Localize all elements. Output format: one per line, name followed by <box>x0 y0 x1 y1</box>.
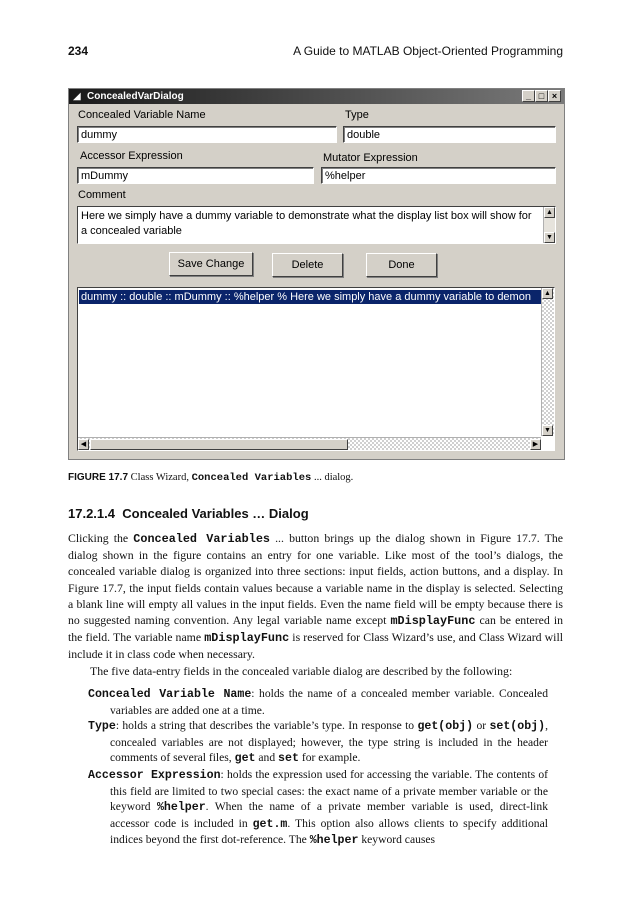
list-item[interactable]: dummy :: double :: mDummy :: %helper % Here we simply have a dummy variable to demon <box>79 290 541 304</box>
comment-scrollbar[interactable] <box>543 207 555 243</box>
paragraph: Clicking the Concealed Variables ... button brings up the dialog shown in Figure 17.7. The dialog shown in the figure contains an entry for one variable. Like most of the tool’s dialogs, the concealed variable dialog is organized into three sections: input fields, action buttons, and a display. In Figure 17.7, the input fields contain values because a variable name in the display is selected. Selecting a blank line will empty all values in the input fields. Even the name field will be empty because there is no suggested naming convention. Any legal variable name except mDisplayFunc can be entered in the field. The variable name mDisplayFunc is reserved for Class Wizard’s use, and Class Wizard will include it in class code when necessary. <box>68 531 564 662</box>
scroll-left-icon[interactable]: ◀ <box>78 439 89 450</box>
comment-field[interactable] <box>77 206 556 244</box>
section-heading <box>68 506 309 521</box>
dialog-title: ConcealedVarDialog <box>87 91 184 102</box>
list-vscrollbar[interactable] <box>541 288 554 436</box>
minimize-button[interactable]: _ <box>522 90 535 102</box>
figure-caption <box>68 472 353 484</box>
scroll-up-icon[interactable]: ▲ <box>542 288 553 299</box>
name-label: Concealed Variable Name <box>78 109 206 121</box>
accessor-field[interactable]: mDummy <box>77 167 314 184</box>
delete-button[interactable]: Delete <box>272 253 343 277</box>
variable-list[interactable] <box>77 287 555 451</box>
mutator-label: Mutator Expression <box>323 152 418 164</box>
comment-text: Here we simply have a dummy variable to demonstrate what the display list box will show for a concealed variable <box>81 210 532 237</box>
caption-text: Class Wizard, <box>130 472 189 483</box>
scroll-down-icon[interactable]: ▼ <box>542 425 553 436</box>
scroll-up-icon[interactable]: ▲ <box>544 207 555 218</box>
page-number: 234 <box>68 44 89 58</box>
body-text <box>68 530 563 679</box>
page-header <box>68 44 563 60</box>
concealed-var-dialog <box>68 88 565 460</box>
save-change-button[interactable]: Save Change <box>169 252 253 276</box>
caption-text-end: ... dialog. <box>313 472 354 483</box>
accessor-label: Accessor Expression <box>80 150 183 162</box>
definition-item: Concealed Variable Name: holds the name of a concealed member variable. Concealed variables are added one at a time. <box>88 687 548 717</box>
mutator-field[interactable]: %helper <box>321 167 556 184</box>
section-number: 17.2.1.4 <box>68 506 115 521</box>
caption-code: Concealed Variables <box>191 472 312 484</box>
close-button[interactable]: × <box>548 90 561 102</box>
type-field[interactable]: double <box>343 126 556 143</box>
paragraph: The five data-entry fields in the concealed variable dialog are described by the following: <box>90 663 513 678</box>
figure-label: FIGURE 17.7 <box>68 472 129 483</box>
type-label: Type <box>345 109 369 121</box>
maximize-button[interactable]: □ <box>535 90 548 102</box>
name-field[interactable]: dummy <box>77 126 337 143</box>
done-button[interactable]: Done <box>366 253 437 277</box>
title-bar[interactable] <box>69 89 564 104</box>
scroll-right-icon[interactable]: ▶ <box>530 439 541 450</box>
definition-list <box>88 686 548 849</box>
scroll-down-icon[interactable]: ▼ <box>544 232 555 243</box>
running-title: A Guide to MATLAB Object-Oriented Programming <box>293 44 563 58</box>
comment-label: Comment <box>78 189 126 201</box>
definition-item: Accessor Expression: holds the expression used for accessing the variable. The contents of this field are limited to two special cases: the exact name of a private member variable or the keyword %helper. When the name of a private member variable is used, direct-link accessor code is included in get.m. This option also allows clients to specify additional indices beyond the first dot-reference. The %helper keyword causes <box>88 767 548 848</box>
section-title: Concealed Variables … Dialog <box>122 506 309 521</box>
list-hscrollbar[interactable] <box>78 437 541 450</box>
scroll-thumb[interactable] <box>90 439 348 450</box>
definition-item: Type: holds a string that describes the variable’s type. In response to get(obj) or set(obj), concealed variables are not displayed; however, the type string is included in the header comments of several files, get and set for example. <box>88 719 549 766</box>
matlab-logo-icon: ◢ <box>73 91 81 102</box>
